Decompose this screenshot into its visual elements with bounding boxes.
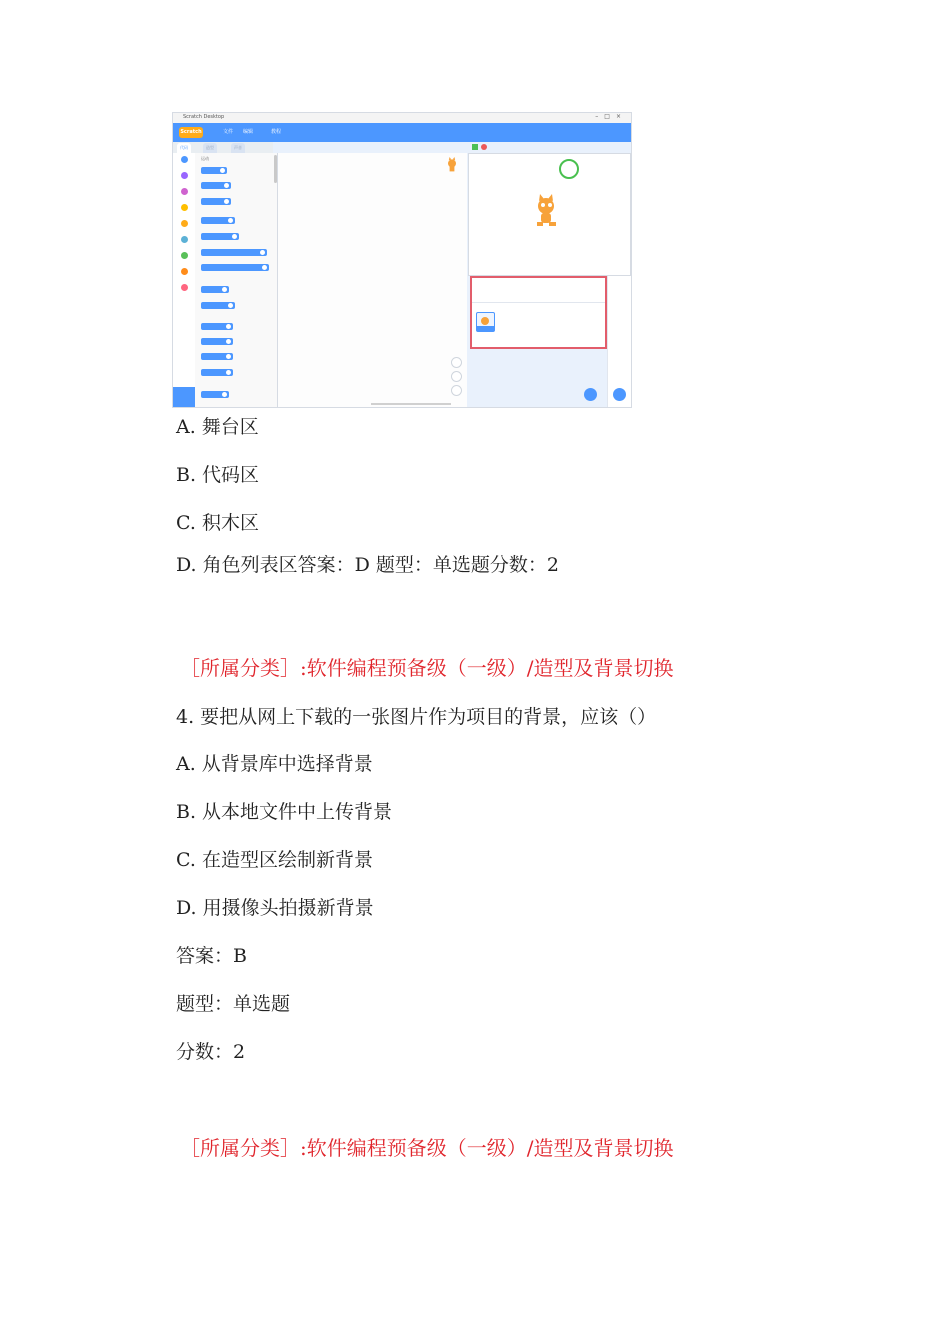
q3-option-a: A. 舞台区 bbox=[176, 416, 259, 438]
block bbox=[201, 249, 267, 256]
sprite-list-pane bbox=[470, 276, 607, 349]
editor-tabs bbox=[173, 142, 273, 153]
palette-scrollbar bbox=[274, 155, 277, 183]
category-dot bbox=[181, 236, 188, 243]
block bbox=[201, 353, 233, 360]
sprite-thumbnail bbox=[476, 312, 495, 332]
tab-code: 代码 bbox=[177, 143, 191, 153]
window-controls: –□× bbox=[595, 113, 627, 120]
q4-score: 分数：2 bbox=[176, 1041, 246, 1063]
category-dot bbox=[181, 156, 188, 163]
stage-header bbox=[468, 142, 631, 153]
block-palette bbox=[195, 153, 278, 407]
category-column bbox=[173, 153, 196, 387]
q4-option-d: D. 用摄像头拍摄新背景 bbox=[176, 897, 374, 919]
green-flag-icon bbox=[472, 144, 478, 150]
block bbox=[201, 264, 269, 271]
menu-tutorials: 教程 bbox=[271, 129, 282, 135]
choose-backdrop-icon bbox=[613, 388, 626, 401]
code-scrollbar bbox=[371, 403, 451, 405]
block bbox=[201, 198, 231, 205]
block bbox=[201, 369, 233, 376]
category-dot bbox=[181, 268, 188, 275]
block bbox=[201, 167, 227, 174]
block bbox=[201, 323, 233, 330]
choose-sprite-icon bbox=[584, 388, 597, 401]
tab-sounds: 声音 bbox=[231, 143, 245, 153]
q4-answer: 答案：B bbox=[176, 945, 247, 967]
block bbox=[201, 233, 239, 240]
block bbox=[201, 286, 229, 293]
window-titlebar bbox=[173, 113, 631, 123]
block bbox=[201, 391, 229, 398]
block bbox=[201, 182, 231, 189]
code-area bbox=[278, 153, 467, 407]
q4-type: 题型：单选题 bbox=[176, 993, 291, 1015]
block bbox=[201, 338, 233, 345]
q3-option-d-answer: D. 角色列表区答案：D 题型：单选题分数：2 bbox=[176, 554, 559, 576]
palette-label: 运动 bbox=[201, 156, 209, 161]
add-extension-button bbox=[173, 387, 195, 407]
sprite-cat-icon bbox=[531, 194, 561, 232]
q3-option-c: C. 积木区 bbox=[176, 512, 259, 534]
zoom-in-icon bbox=[451, 357, 462, 368]
block bbox=[201, 217, 235, 224]
tab-costumes: 造型 bbox=[203, 143, 217, 153]
scratch-screenshot bbox=[172, 112, 632, 408]
zoom-out-icon bbox=[451, 371, 462, 382]
q4-option-a: A. 从背景库中选择背景 bbox=[176, 753, 373, 775]
menu-bar bbox=[173, 123, 631, 142]
category-dot bbox=[181, 172, 188, 179]
category-dot bbox=[181, 252, 188, 259]
category-dot bbox=[181, 188, 188, 195]
zoom-reset-icon bbox=[451, 385, 462, 396]
q4-option-b: B. 从本地文件中上传背景 bbox=[176, 801, 393, 823]
scratch-logo: Scratch bbox=[179, 127, 203, 138]
category-dot bbox=[181, 204, 188, 211]
menu-file: 文件 bbox=[223, 129, 234, 135]
category-dot bbox=[181, 220, 188, 227]
sprite-cat-icon bbox=[444, 157, 460, 173]
category-label-1: ［所属分类］:软件编程预备级（一级）/造型及背景切换 bbox=[180, 656, 674, 680]
q4-option-c: C. 在造型区绘制新背景 bbox=[176, 849, 373, 871]
window-title: Scratch Desktop bbox=[183, 114, 225, 120]
q4-stem: 4. 要把从网上下载的一张图片作为项目的背景，应该（） bbox=[176, 706, 657, 728]
stop-icon bbox=[481, 144, 487, 150]
stage bbox=[468, 153, 631, 276]
sprite-info-bar bbox=[472, 278, 605, 303]
highlight-ring bbox=[559, 159, 579, 179]
q3-option-b: B. 代码区 bbox=[176, 464, 260, 486]
block bbox=[201, 302, 235, 309]
menu-edit: 编辑 bbox=[243, 129, 254, 135]
category-label-2: ［所属分类］:软件编程预备级（一级）/造型及背景切换 bbox=[180, 1136, 674, 1160]
category-dot bbox=[181, 284, 188, 291]
